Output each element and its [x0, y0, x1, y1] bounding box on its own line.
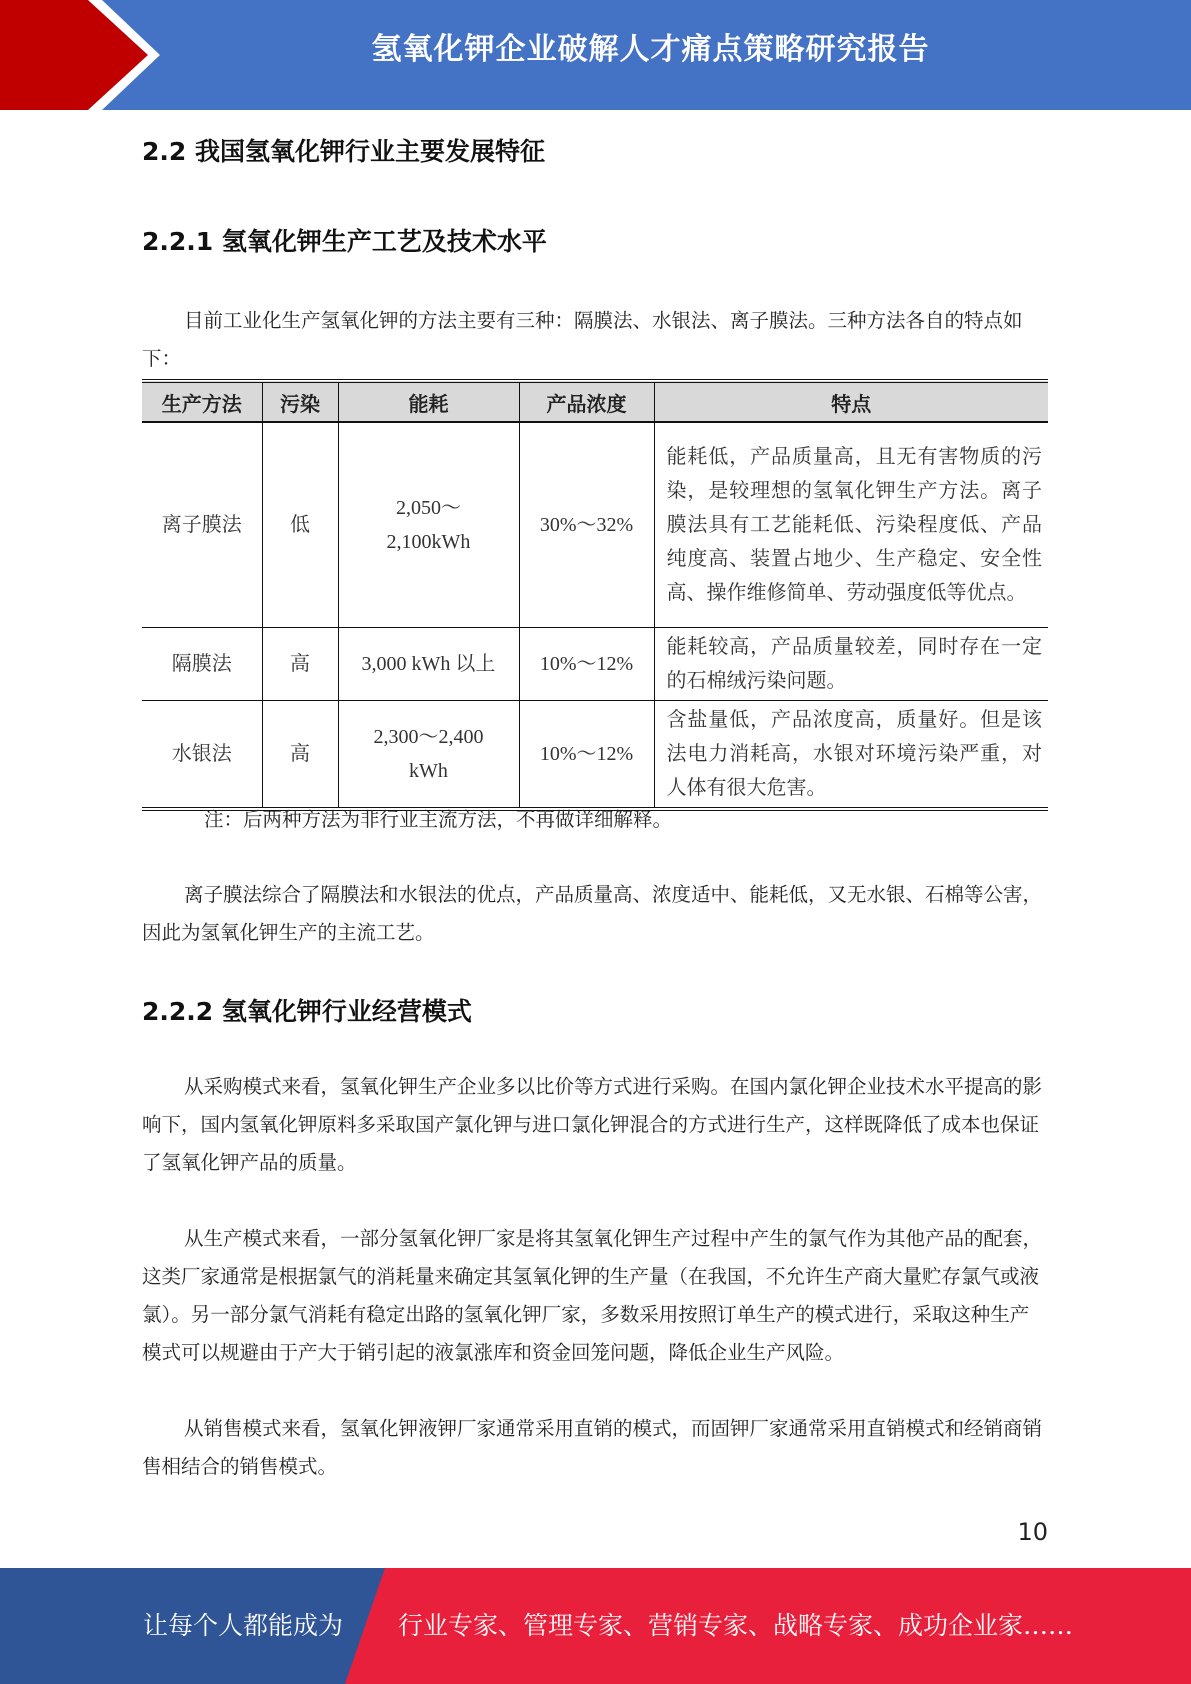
- table-header-cell: 能耗: [338, 381, 519, 422]
- sales-paragraph: 从销售模式来看，氢氧化钾液钾厂家通常采用直销的模式，而固钾厂家通常采用直销模式和经销商销售相结合的销售模式。: [142, 1417, 1043, 1478]
- conclusion-paragraph: 离子膜法综合了隔膜法和水银法的优点，产品质量高、浓度适中、能耗低，又无水银、石棉等公害，因此为氢氧化钾生产的主流工艺。: [142, 883, 1043, 944]
- energy-line: 2,050～: [396, 496, 461, 519]
- procurement-paragraph: 从采购模式来看，氢氧化钾生产企业多以比价等方式进行采购。在国内氯化钾企业技术水平提高的影响下，国内氢氧化钾原料多采取国产氯化钾与进口氯化钾混合的方式进行生产，这样既降低了成本也保证了氢氧化钾产品的质量。: [142, 1075, 1043, 1174]
- table-row: [142, 627, 1048, 700]
- production-methods-table: [142, 379, 1048, 811]
- table-header-row: [142, 381, 1048, 422]
- concentration-cell: 10%～12%: [519, 627, 654, 700]
- subsection-heading-business-model: 2.2.2 氢氧化钾行业经营模式: [142, 997, 472, 1026]
- table-row: [142, 422, 1048, 627]
- footer-slogan-left: 让每个人都能成为: [143, 1611, 344, 1640]
- features-cell: 含盐量低，产品浓度高，质量好。但是该法电力消耗高，水银对环境污染严重，对人体有很大危害。: [654, 700, 1048, 809]
- energy-cell: [338, 422, 519, 627]
- method-cell: 隔膜法: [142, 627, 262, 700]
- features-cell: 能耗较高，产品质量较差，同时存在一定的石棉绒污染问题。: [654, 627, 1048, 700]
- energy-line: 2,100kWh: [386, 530, 471, 553]
- production-paragraph: 从生产模式来看，一部分氢氧化钾厂家是将其氢氧化钾生产过程中产生的氯气作为其他产品的配套，这类厂家通常是根据氯气的消耗量来确定其氢氧化钾的生产量（在我国，不允许生产商大量贮存氯气或液氯）。另一部分氯气消耗有稳定出路的氢氧化钾厂家，多数采用按照订单生产的模式进行，采取这种生产模式可以规避由于产大于销引起的液氯涨库和资金回笼问题，降低企业生产风险。: [142, 1227, 1043, 1364]
- report-title: 氢氧化钾企业破解人才痛点策略研究报告: [371, 32, 930, 67]
- table-header-cell: 污染: [262, 381, 338, 422]
- footer-slogan-right: 行业专家、管理专家、营销专家、战略专家、成功企业家……: [398, 1611, 1074, 1640]
- method-cell: 离子膜法: [142, 422, 262, 627]
- subsection-heading-process: 2.2.1 氢氧化钾生产工艺及技术水平: [142, 227, 547, 256]
- table-header-cell: 生产方法: [142, 381, 262, 422]
- concentration-cell: 30%～32%: [519, 422, 654, 627]
- features-cell: 能耗低，产品质量高，且无有害物质的污染，是较理想的氢氧化钾生产方法。离子膜法具有工艺能耗低、污染程度低、产品纯度高、装置占地少、生产稳定、安全性高、操作维修简单、劳动强度低等优点。: [654, 422, 1048, 627]
- energy-line: 3,000 kWh 以上: [361, 652, 496, 675]
- table-note: 注：后两种方法为非行业主流方法，不再做详细解释。: [204, 808, 673, 831]
- section-heading: 2.2 我国氢氧化钾行业主要发展特征: [142, 137, 545, 166]
- table-header-cell: 产品浓度: [519, 381, 654, 422]
- page-number: 10: [1017, 1518, 1048, 1546]
- header-banner: [0, 0, 1191, 110]
- pollution-cell: 高: [262, 627, 338, 700]
- table-header-cell: 特点: [654, 381, 1048, 422]
- pollution-cell: 低: [262, 422, 338, 627]
- energy-line: 2,300～2,400: [373, 725, 484, 748]
- energy-cell: [338, 627, 519, 700]
- pollution-cell: 高: [262, 700, 338, 809]
- method-cell: 水银法: [142, 700, 262, 809]
- table-row: [142, 700, 1048, 809]
- energy-cell: [338, 700, 519, 809]
- concentration-cell: 10%～12%: [519, 700, 654, 809]
- energy-line: kWh: [409, 759, 448, 782]
- intro-paragraph: 目前工业化生产氢氧化钾的方法主要有三种：隔膜法、水银法、离子膜法。三种方法各自的特点如下：: [142, 309, 1023, 370]
- footer-banner: [0, 1568, 1191, 1684]
